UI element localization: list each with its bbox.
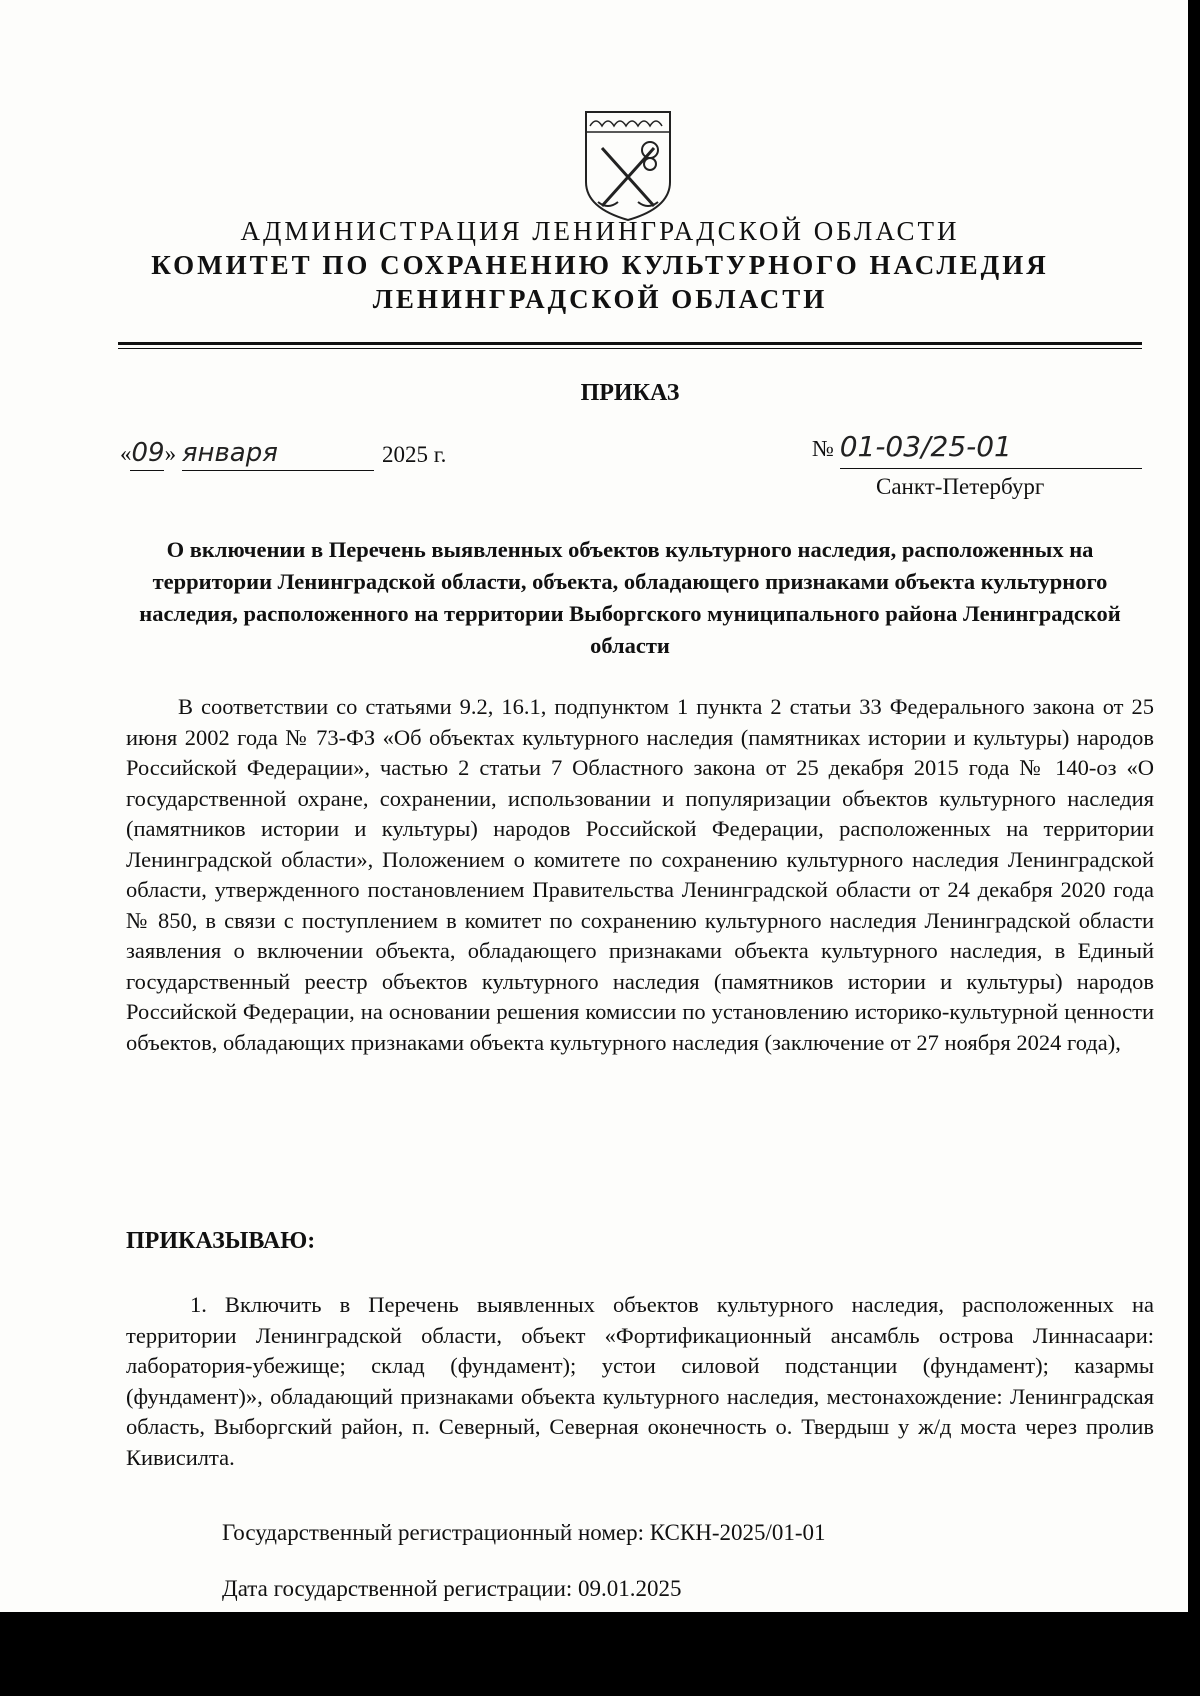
order-title: ПРИКАЗ bbox=[580, 380, 680, 406]
date-day: 09 bbox=[131, 438, 165, 468]
registration-number: Государственный регистрационный номер: КСКН-2025/01-01 bbox=[222, 1520, 826, 1545]
number-value: 01-03/25-01 bbox=[839, 430, 1012, 463]
item-1-paragraph: 1. Включить в Перечень выявленных объектов культурного наследия, расположенных на территории Ленинградской области, объект «Фортификационный ансамбль острова Линнасаари: лаборатория-убежище; склад (фундамент); устои силовой подстанции (фундамент); казармы (фундамент)», обладающий признаками объекта культурного наследия, местонахождение: Ленинградская область, Выборгский район, п. Северный, Северная оконечность о. Твердыш у ж/д моста через пролив Кивисилта. bbox=[126, 1292, 1154, 1470]
number-underline bbox=[840, 468, 1142, 469]
preamble-paragraph: В соответствии со статьями 9.2, 16.1, подпунктом 1 пункта 2 статьи 33 Федерального закона от 25 июня 2002 года № 73-ФЗ «Об объектах культурного наследия (памятниках истории и культуры) народов Российской Федерации», частью 2 статьи 7 Областного закона от 25 декабря 2015 года № 140-оз «О государственной охране, сохранении, использовании и популяризации объектов культурного наследия (памятников истории и культуры) народов Российской Федерации, расположенных на территории Ленинградской области», Положением о комитете по сохранению культурного наследия Ленинградской области, утвержденного постановлением Правительства Ленинградской области от 24 декабря 2020 года № 850, в связи с поступлением в комитет по сохранению культурного наследия Ленинградской области заявления о включении объекта, обладающего признаками объекта культурного наследия, в Единый государственный реестр объектов культурного наследия (памятников истории и культуры) народов Российской Федерации, на основании решения комиссии по установлению историко-культурной ценности объектов, обладающих признаками объекта культурного наследия (заключение от 27 ноября 2024 года), bbox=[126, 694, 1154, 1055]
coat-of-arms-emblem bbox=[580, 108, 676, 224]
date-quote-open: « bbox=[120, 441, 132, 466]
header-committee: КОМИТЕТ ПО СОХРАНЕНИЮ КУЛЬТУРНОГО НАСЛЕДИЯ bbox=[151, 250, 1049, 280]
header-divider-thin bbox=[118, 348, 1142, 349]
date-year: 2025 г. bbox=[382, 442, 447, 467]
registration-date: Дата государственной регистрации: 09.01.2025 bbox=[222, 1576, 682, 1601]
number-prefix: № bbox=[812, 436, 834, 461]
header-region: ЛЕНИНГРАДСКОЙ ОБЛАСТИ bbox=[372, 284, 828, 314]
order-date bbox=[120, 438, 480, 478]
date-quote-close: » bbox=[164, 441, 177, 466]
order-subject: О включении в Перечень выявленных объектов культурного наследия, расположенных на территории Ленинградской области, объекта, обладающего признаками объекта культурного наследия, расположенного на территории Выборгского муниципального района Ленинградской области bbox=[139, 537, 1121, 658]
date-month: января bbox=[181, 438, 278, 468]
command-heading: ПРИКАЗЫВАЮ: bbox=[126, 1228, 316, 1254]
order-city: Санкт-Петербург bbox=[876, 474, 1045, 499]
header-administration: АДМИНИСТРАЦИЯ ЛЕНИНГРАДСКОЙ ОБЛАСТИ bbox=[240, 216, 960, 246]
day-underline bbox=[130, 470, 164, 471]
scan-edge bbox=[1188, 0, 1200, 1696]
header-divider-thick bbox=[118, 342, 1142, 345]
order-number bbox=[812, 430, 1142, 470]
month-underline bbox=[182, 470, 374, 471]
